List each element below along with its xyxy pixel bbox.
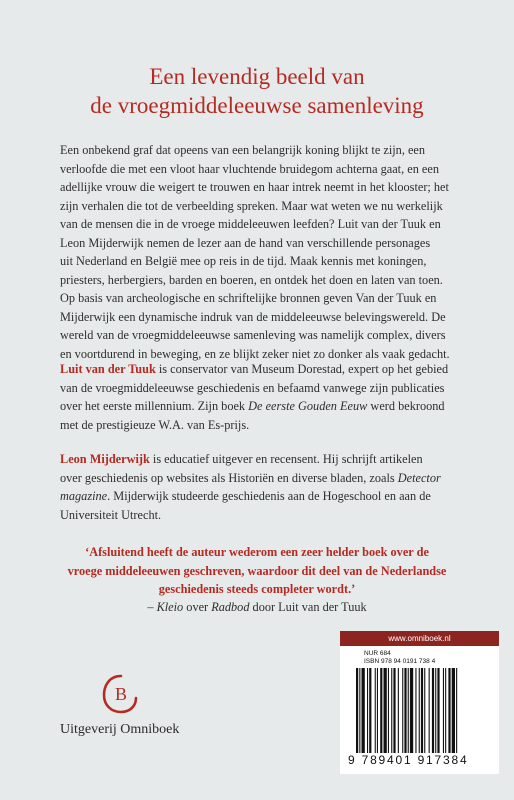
publisher-name: Uitgeverij Omniboek (60, 722, 180, 737)
intro-line: van de mensen die in de vroege middeleeuwen leefden? Luit van der Tuuk en (60, 217, 441, 231)
intro-paragraph (60, 141, 460, 363)
intro-line: Leon Mijderwijk nemen de lezer aan de hand van verschillende personages (60, 235, 431, 250)
website-label: www.omniboek.nl (340, 631, 499, 646)
headline-line-2: de vroegmiddeleeuwse samenleving (90, 93, 424, 118)
nur-code: NUR 684 (364, 650, 391, 657)
intro-line: uit Nederland en België mee op reis in de tijd. Maak kennis met koningen, (60, 254, 427, 268)
intro-line: Een onbekend graf dat opeens van een belangrijk koning blijkt te zijn, een (60, 143, 426, 157)
author-bio-luit: Luit van der Tuuk is conservator van Museum Dorestad, expert op het gebied van de vroegmiddeleeuwse geschiedenis en befaamd vanwege zijn publicaties over het eerste millennium. Zijn boek De eerste Gouden Eeuw werd bekroond met de prestigieuze W.A. van Es-prijs. (60, 362, 449, 432)
isbn-number: ISBN 978 94 0191 738 4 (364, 658, 436, 665)
intro-line: Op basis van archeologische en schriftelijke bronnen geven Van der Tuuk en (60, 291, 437, 305)
barcode-digits: 9 789401 917384 (348, 753, 469, 767)
intro-line: priesters, herbergiers, barden en boeren, en ontdek het doen en laten van toen. (60, 272, 443, 287)
review-quote: ‘Afsluitend heeft de auteur wederom een zeer helder boek over de vroege middeleeuwen geschreven, waardoor dit deel van de Nederlandse geschiedenis steeds completer wordt.’ (67, 545, 447, 596)
svg-text:B: B (114, 684, 128, 704)
intro-line: zijn verhalen die tot de verbeelding spreken. Maar wat weten we nu werkelijk (60, 198, 443, 213)
magazine-title: Detector (397, 470, 441, 485)
intro-line: wereld van de vroegmiddeleeuwse samenleving was namelijk complex, divers (60, 328, 446, 342)
intro-line: adellijke vrouw die weigert te trouwen en haar intrek neemt in het klooster; het (60, 180, 449, 194)
author-name-luit: Luit van der Tuuk (60, 362, 156, 376)
author-bio-leon: Leon Mijderwijk is educatief uitgever en recensent. Hij schrijft artikelen over geschiedenis op websites als Historiën en diverse bladen, zoals Detector magazine. Mijderwijk studeerde geschiedenis aan de Hogeschool en aan de Universiteit Utrecht. (60, 452, 441, 522)
intro-line: verloofde die met een vloot haar vluchtende bruidegom achterna gaat, en een (60, 161, 439, 176)
headline-line-1: Een levendig beeld van (149, 64, 365, 89)
quote-attribution: – Kleio over Radbod door Luit van der Tuuk (147, 600, 367, 614)
barcode-bars (356, 668, 488, 753)
intro-line: Mijderwijk een dynamische indruk van de middeleeuwse belevingswereld. De (60, 309, 446, 324)
book-title: De eerste Gouden Eeuw (248, 399, 368, 413)
author-name-leon: Leon Mijderwijk (60, 452, 150, 466)
intro-line: en voortdurend in beweging, en ze blijkt zeker niet zo donker als vaak gedacht. (60, 346, 450, 361)
publisher-logo-icon (101, 668, 139, 716)
barcode-block (340, 631, 499, 774)
